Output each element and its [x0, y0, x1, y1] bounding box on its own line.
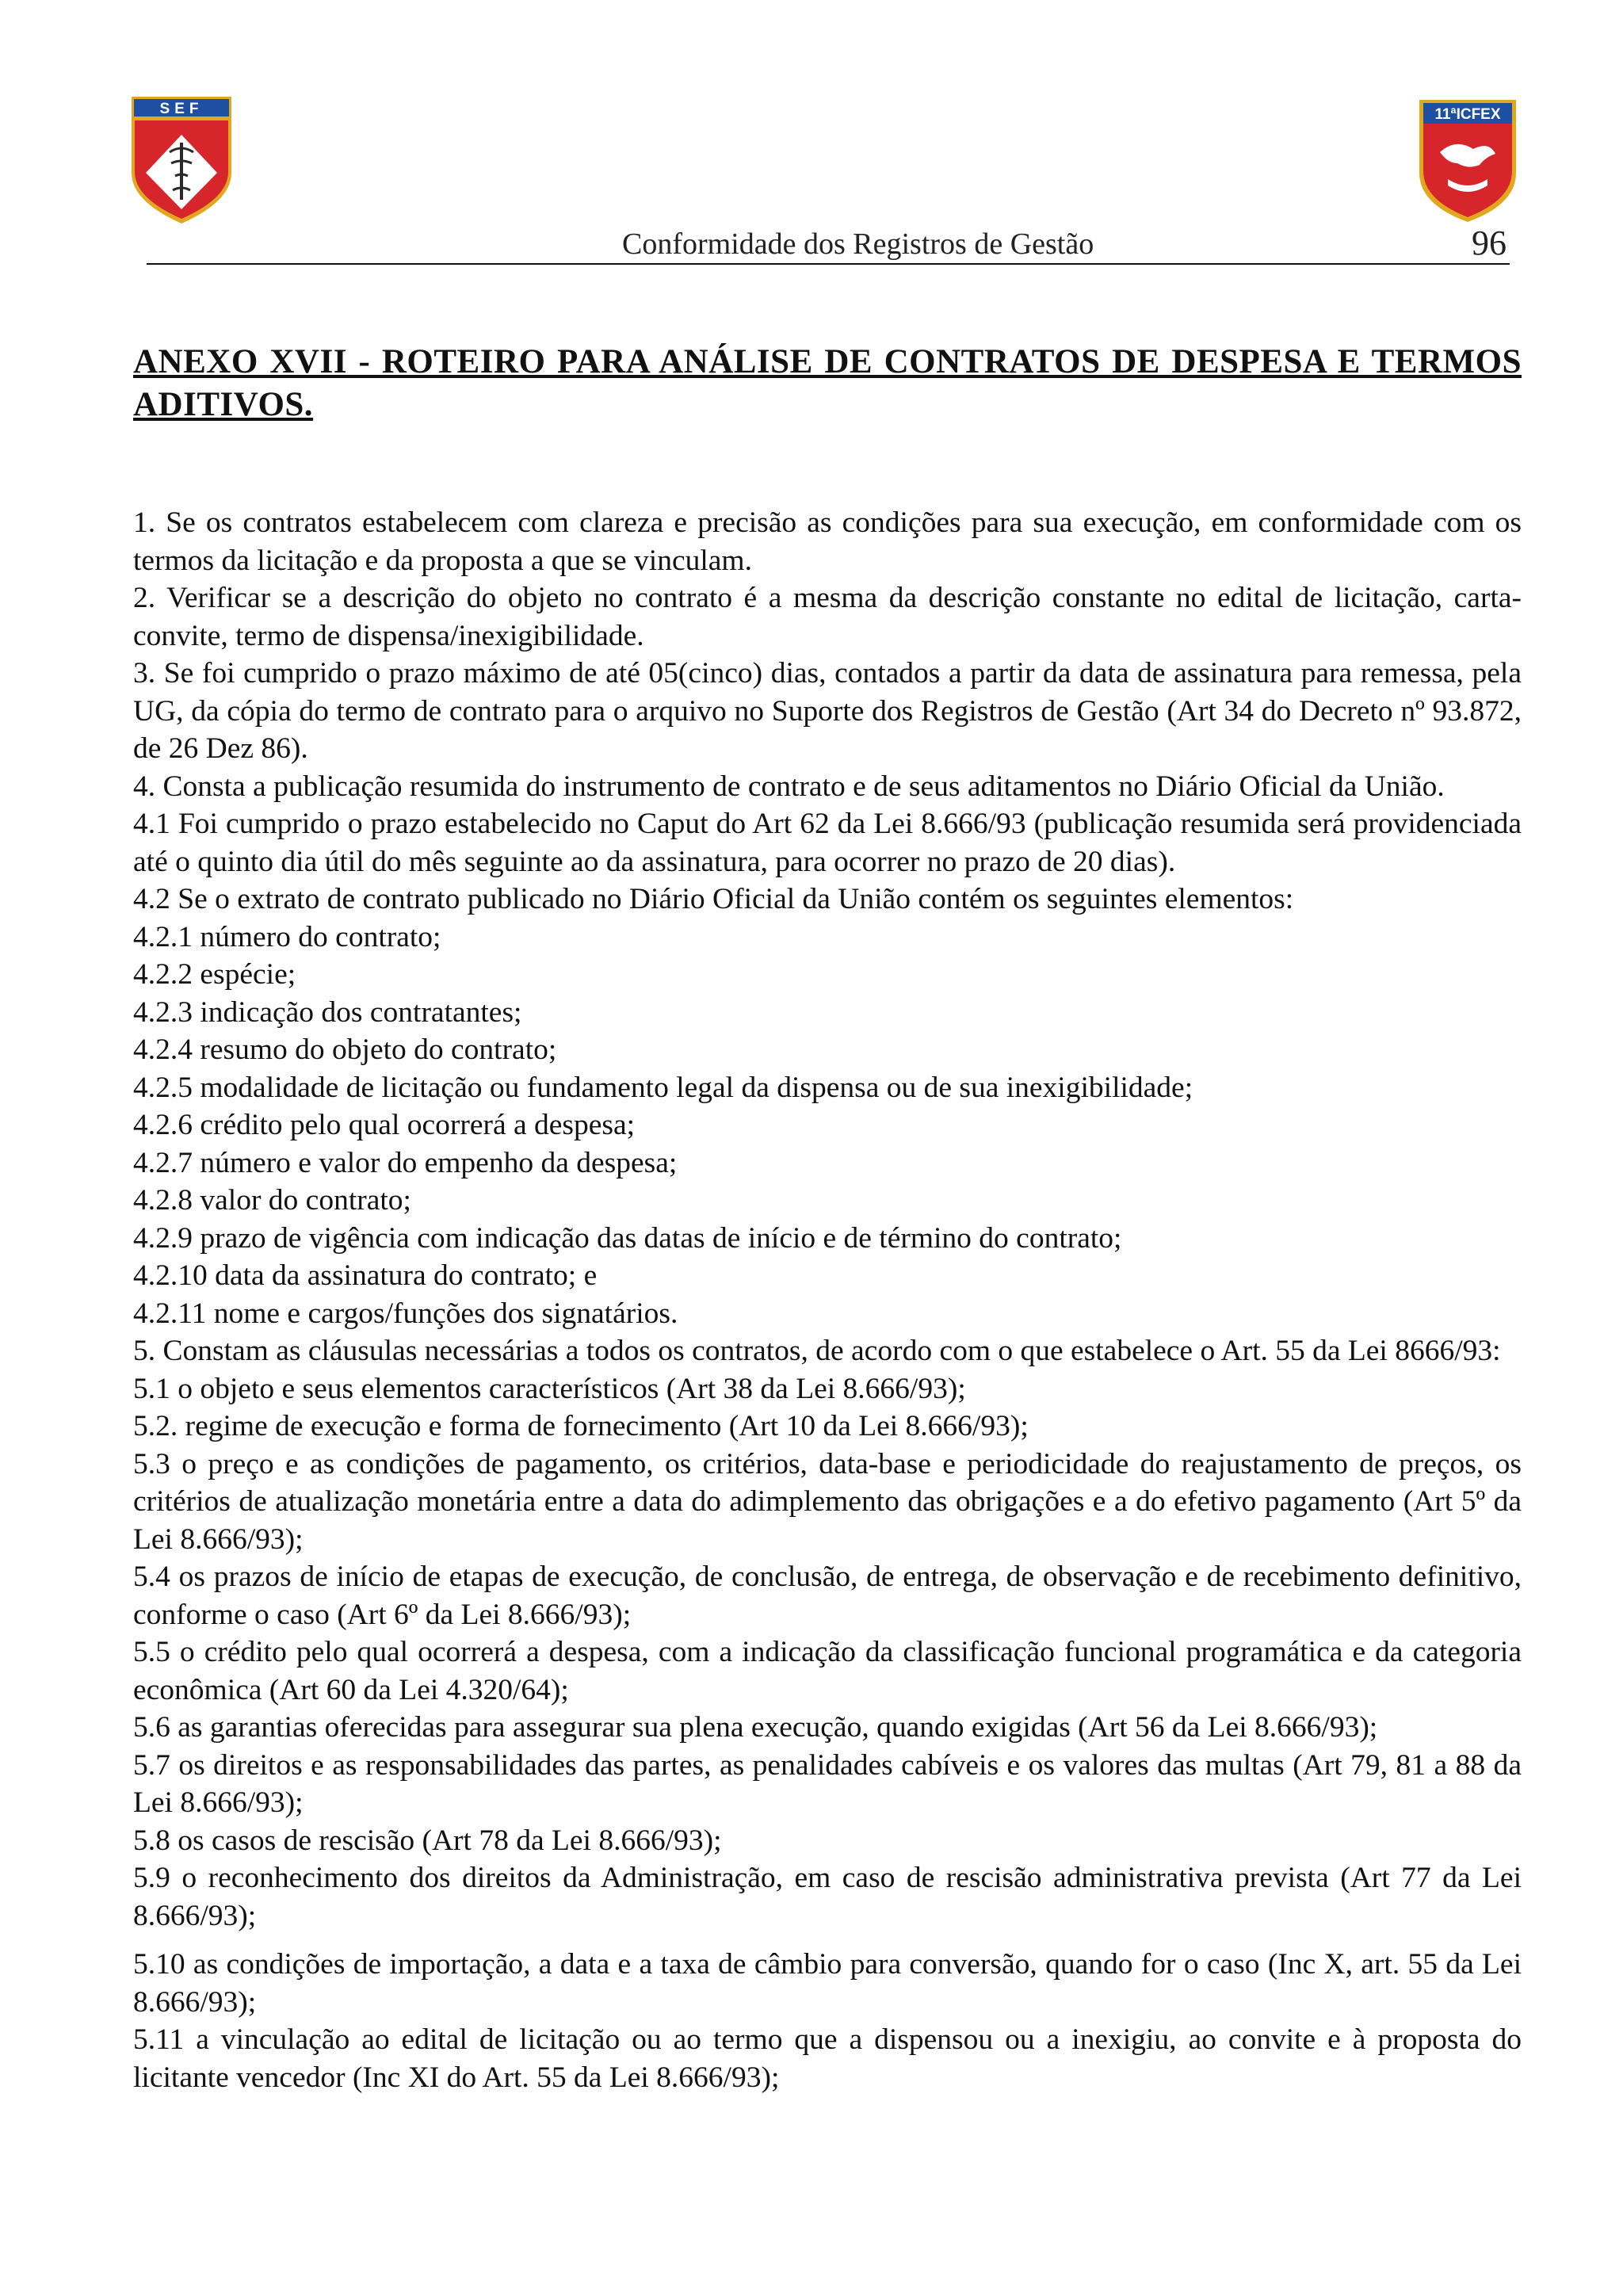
icfex-logo-text: 11ªICFEX — [1434, 106, 1501, 123]
list-item: 4. Consta a publicação resumida do instrumento de contrato e de seus aditamentos no Diário Oficial da União. — [133, 770, 1445, 803]
list-item: 5.1 o objeto e seus elementos característicos (Art 38 da Lei 8.666/93); — [133, 1372, 966, 1405]
list-item: 5.4 os prazos de início de etapas de execução, de conclusão, de entrega, de observação e de recebimento definitivo, conforme o caso (Art 6º da Lei 8.666/93); — [133, 1561, 1522, 1631]
page-number: 96 — [1472, 223, 1507, 262]
list-item: 5. Constam as cláusulas necessárias a todos os contratos, de acordo com o que estabelece o Art. 55 da Lei 8666/93: — [133, 1335, 1501, 1367]
list-item: 4.2.10 data da assinatura do contrato; e — [133, 1259, 598, 1292]
list-item: 5.11 a vinculação ao edital de licitação ou ao termo que a dispensou ou a inexigiu, ao convite e à proposta do licitante vencedor (Inc XI do Art. 55 da Lei 8.666/93); — [133, 2023, 1522, 2094]
list-item: 4.2.7 número e valor do empenho da despesa; — [133, 1146, 678, 1179]
list-item: 4.2.1 número do contrato; — [133, 920, 441, 953]
list-item: 4.2.3 indicação dos contratantes; — [133, 995, 522, 1029]
list-item: 5.7 os direitos e as responsabilidades das partes, as penalidades cabíveis e os valores das multas (Art 79, 81 a 88 da Lei 8.666/93); — [133, 1748, 1522, 1819]
list-item: 4.2.4 resumo do objeto do contrato; — [133, 1033, 557, 1066]
list-item: 5.2. regime de execução e forma de fornecimento (Art 10 da Lei 8.666/93); — [133, 1410, 1029, 1442]
list-item: 4.1 Foi cumprido o prazo estabelecido no Caput do Art 62 da Lei 8.666/93 (publicação resumida será providenciada até o quinto dia útil do mês seguinte ao da assinatura, para ocorrer no prazo de 20 dias). — [133, 808, 1522, 878]
list-item: 4.2.8 valor do contrato; — [133, 1184, 411, 1217]
list-item: 4.2.2 espécie; — [133, 958, 296, 991]
running-header — [147, 222, 1510, 265]
header-title: Conformidade dos Registros de Gestão — [622, 227, 1094, 261]
list-item: 4.2 Se o extrato de contrato publicado no Diário Oficial da União contém os seguintes elementos: — [133, 883, 1294, 915]
list-item: 4.2.5 modalidade de licitação ou fundamento legal da dispensa ou de sua inexigibilidade; — [133, 1071, 1193, 1104]
list-item: 4.2.11 nome e cargos/funções dos signatários. — [133, 1297, 678, 1330]
list-item: 5.3 o preço e as condições de pagamento, os critérios, data-base e periodicidade do reajustamento de preços, os critérios de atualização monetária entre a data do adimplemento das obrigações e a do efetivo pagamento (Art 5º da Lei 8.666/93); — [133, 1447, 1522, 1556]
list-item: 5.5 o crédito pelo qual ocorrerá a despesa, com a indicação da classificação funcional programática e da categoria econômica (Art 60 da Lei 4.320/64); — [133, 1636, 1522, 1706]
document-body — [133, 504, 1522, 2096]
list-item: 3. Se foi cumprido o prazo máximo de até 05(cinco) dias, contados a partir da data de assinatura para remessa, pela UG, da cópia do termo de contrato para o arquivo no Suporte dos Registros de Gestão (Art 34 do Decreto nº 93.872, de 26 Dez 86). — [133, 657, 1522, 765]
sef-emblem-logo — [132, 97, 231, 223]
list-item: 5.10 as condições de importação, a data e a taxa de câmbio para conversão, quando for o caso (Inc X, art. 55 da Lei 8.666/93); — [133, 1948, 1522, 2019]
list-item: 5.6 as garantias oferecidas para assegurar sua plena execução, quando exigidas (Art 56 da Lei 8.666/93); — [133, 1711, 1378, 1744]
list-item: 4.2.6 crédito pelo qual ocorrerá a despesa; — [133, 1109, 636, 1141]
icfex-emblem-logo — [1416, 97, 1519, 223]
list-item: 2. Verificar se a descrição do objeto no contrato é a mesma da descrição constante no edital de licitação, carta-convite, termo de dispensa/inexigibilidade. — [133, 582, 1522, 652]
list-item: 5.9 o reconhecimento dos direitos da Administração, em caso de rescisão administrativa prevista (Art 77 da Lei 8.666/93); — [133, 1862, 1522, 1932]
document-title: ANEXO XVII - ROTEIRO PARA ANÁLISE DE CONTRATOS DE DESPESA E TERMOS ADITIVOS. — [133, 343, 1522, 423]
sef-logo-text: SEF — [159, 101, 204, 117]
list-item: 1. Se os contratos estabelecem com clareza e precisão as condições para sua execução, em conformidade com os termos da licitação e da proposta a que se vinculam. — [133, 506, 1522, 577]
list-item: 5.8 os casos de rescisão (Art 78 da Lei 8.666/93); — [133, 1824, 722, 1857]
list-item: 4.2.9 prazo de vigência com indicação das datas de início e de término do contrato; — [133, 1221, 1122, 1255]
